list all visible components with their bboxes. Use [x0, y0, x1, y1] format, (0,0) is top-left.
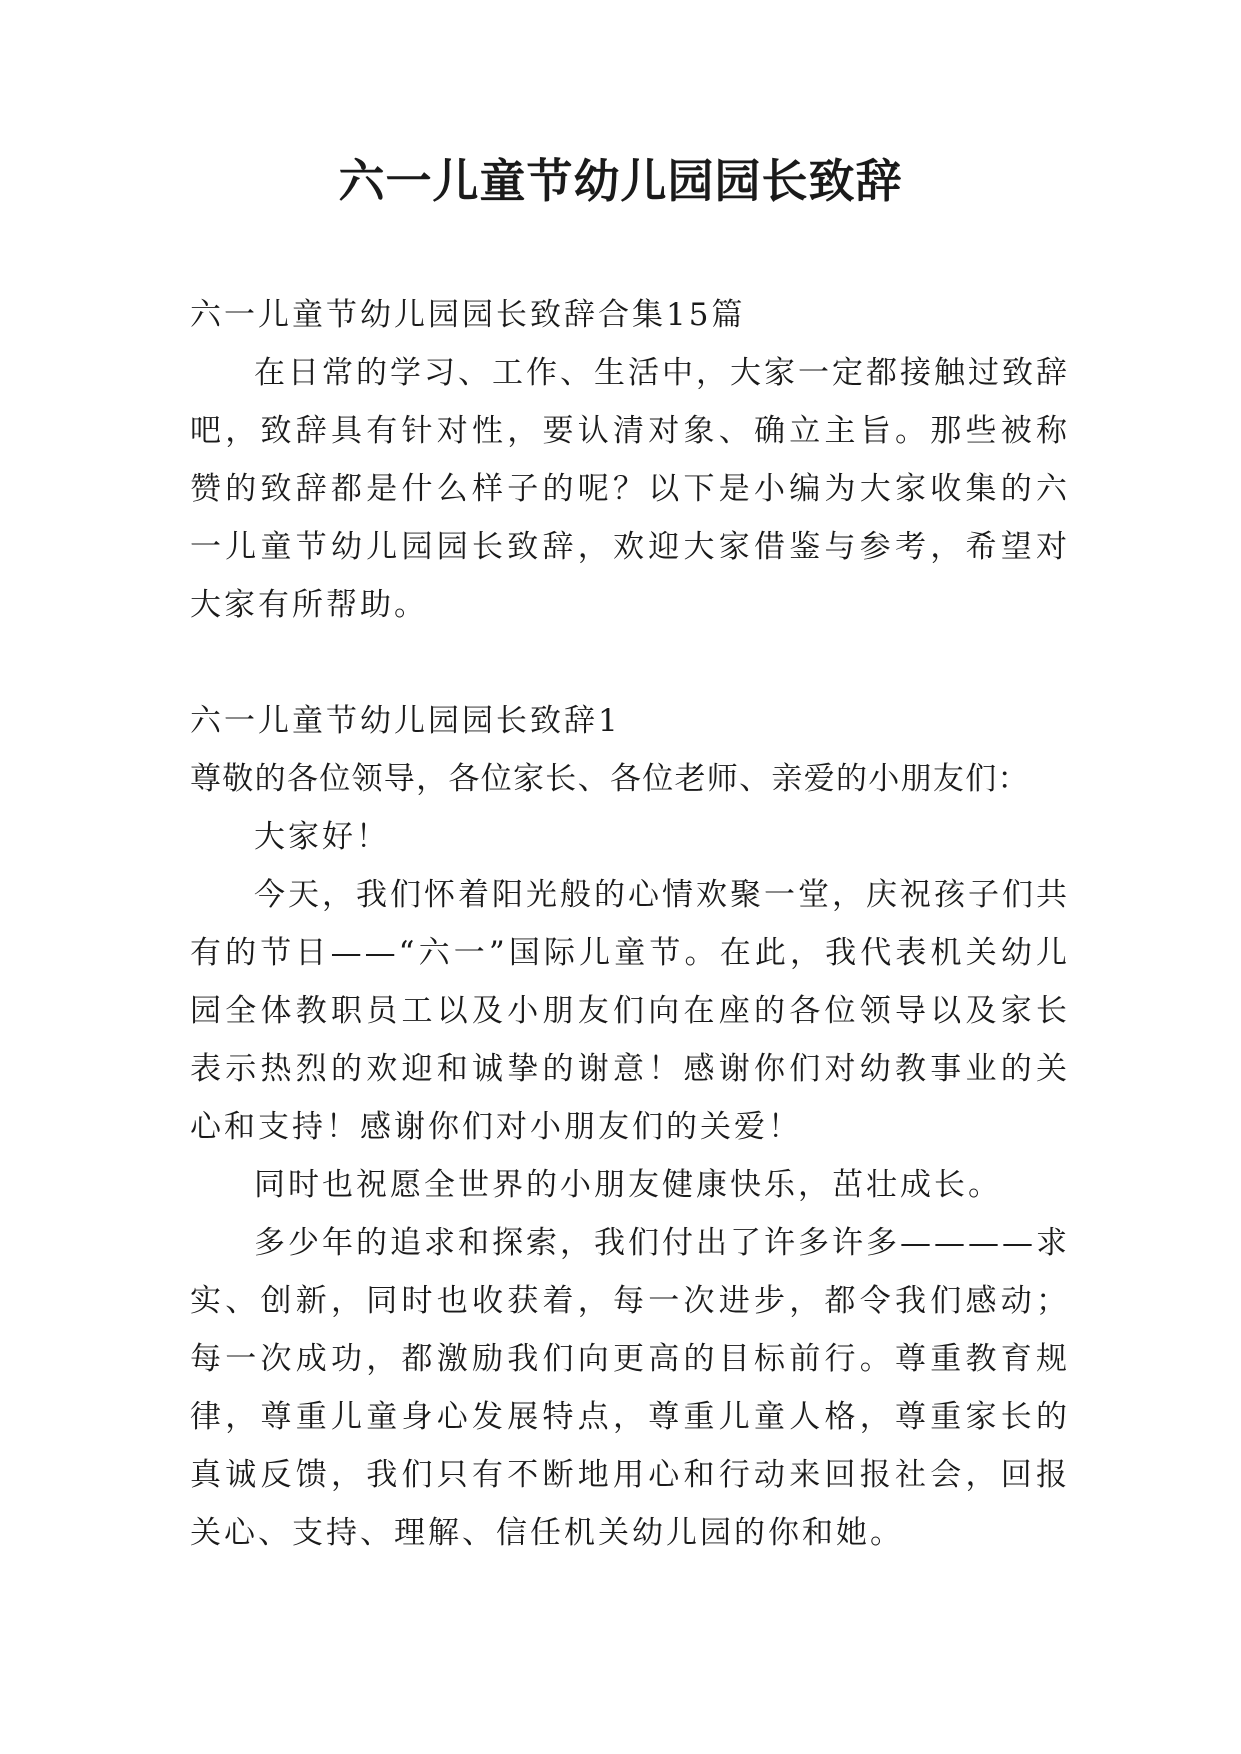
speech-paragraph-2: 同时也祝愿全世界的小朋友健康快乐，茁壮成长。	[254, 1167, 1002, 1203]
greeting: 大家好！	[254, 819, 390, 855]
document-title: 六一儿童节幼儿园园长致辞	[338, 154, 903, 208]
section-spacer	[190, 634, 1070, 692]
intro-paragraph: 在日常的学习、工作、生活中，大家一定都接触过致辞吧，致辞具有针对性，要认清对象、确立主旨。那些被称赞的致辞都是什么样子的呢？以下是小编为大家收集的六一儿童节幼儿园园长致辞，欢迎大家借鉴与参考，希望对大家有所帮助。	[190, 355, 1070, 623]
salutation: 尊敬的各位领导，各位家长、各位老师、亲爱的小朋友们：	[190, 761, 1030, 797]
section-heading: 六一儿童节幼儿园园长致辞1	[190, 703, 621, 739]
speech-paragraph-1: 今天，我们怀着阳光般的心情欢聚一堂，庆祝孩子们共有的节日——“六一”国际儿童节。在此，我代表机关幼儿园全体教职员工以及小朋友们向在座的各位领导以及家长表示热烈的欢迎和诚挚的谢意！感谢你们对幼教事业的关心和支持！感谢你们对小朋友们的关爱！	[190, 877, 1070, 1145]
document-body	[190, 286, 1070, 1562]
collection-subtitle: 六一儿童节幼儿园园长致辞合集15篇	[190, 297, 746, 333]
speech-paragraph-3: 多少年的追求和探索，我们付出了许多许多————求实、创新，同时也收获着，每一次进步，都令我们感动；每一次成功，都激励我们向更高的目标前行。尊重教育规律，尊重儿童身心发展特点，尊重儿童人格，尊重家长的真诚反馈，我们只有不断地用心和行动来回报社会，回报关心、支持、理解、信任机关幼儿园的你和她。	[190, 1225, 1070, 1551]
